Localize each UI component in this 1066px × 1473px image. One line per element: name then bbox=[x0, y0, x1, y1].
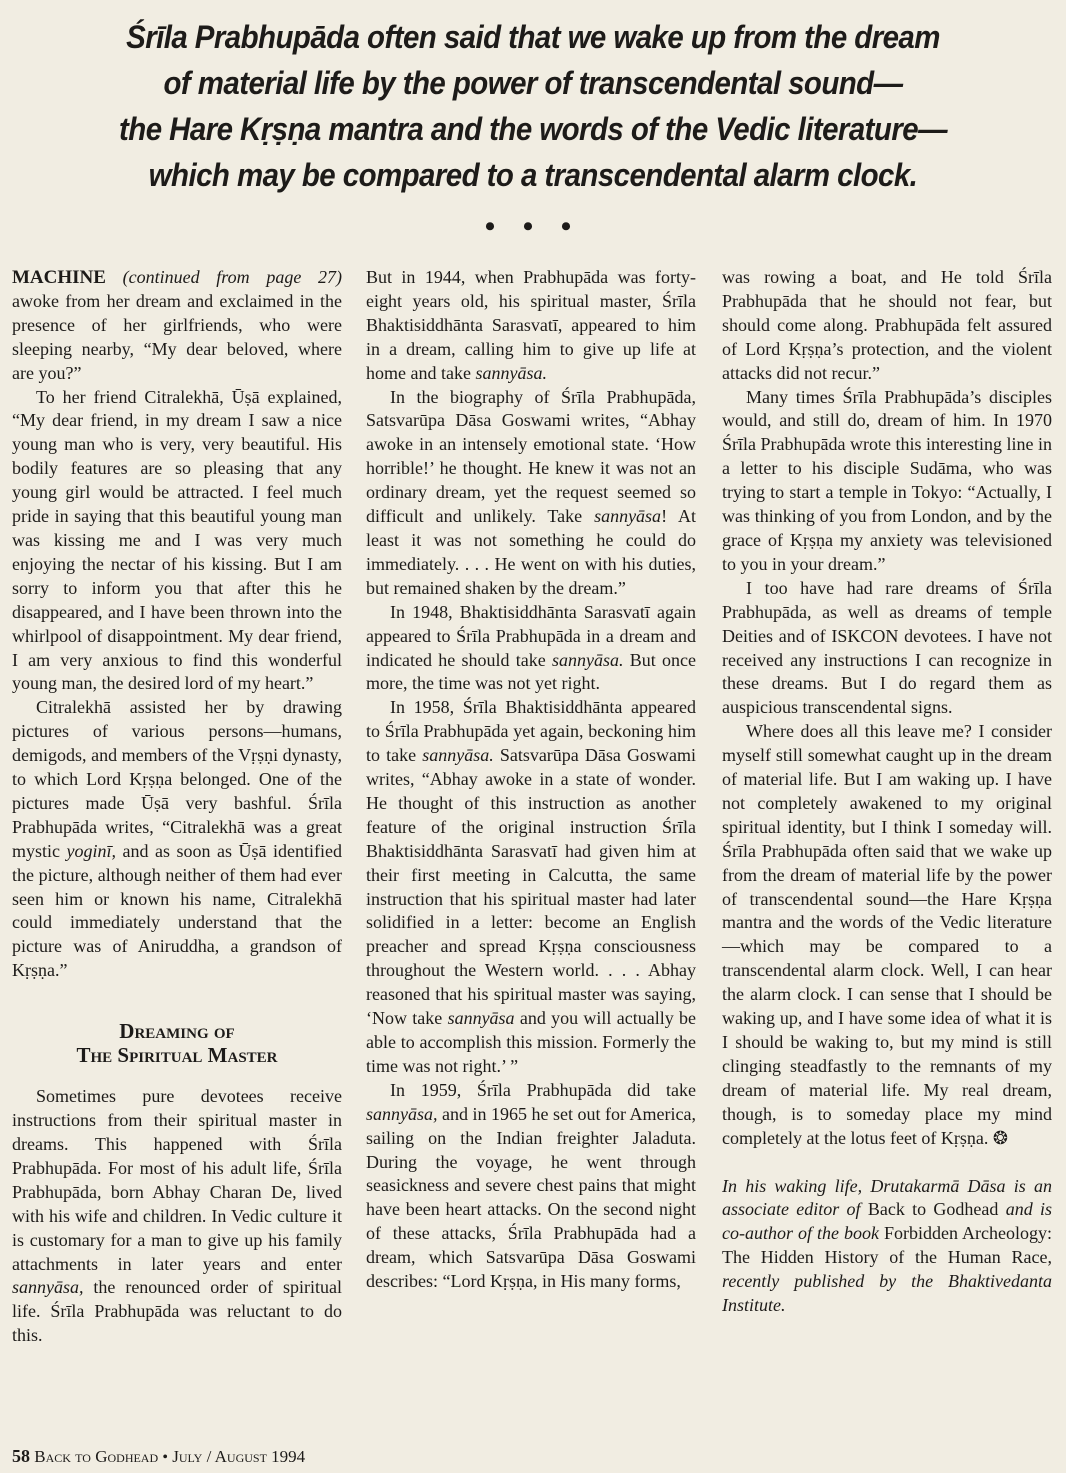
pull-quote-line: Śrīla Prabhupāda often said that we wake up from the dream bbox=[126, 19, 940, 55]
pull-quote-line: the Hare Kṛṣṇa mantra and the words of the Vedic literature— bbox=[119, 111, 947, 147]
paragraph: Where does all this leave me? I consider myself still somewhat caught up in the dream of material life. But I am waking up. I have not completely awakened to my original spiritual identity, but I think I someday will. Śrīla Prabhupāda often said that we wake up from the dream of material life by the power of transcendental sound—the Hare Kṛṣṇa mantra and the words of the Vedic literature—which may be compared to a transcendental alarm clock. Well, I can hear the alarm clock. I can sense that I should be waking up, and I have some idea of what it is I should be waking to, but my mind is still clinging steadfastly to the remnants of my dream of material life. My real dream, though, is to someday place my mind completely at the lotus feet of Kṛṣṇa. ❂ bbox=[722, 721, 1052, 1148]
paragraph: Many times Śrīla Prabhupāda’s disciples would, and still do, dream of him. In 1970 Śrīla Prabhupāda wrote this interesting line in a letter to his disciple Sudāma, who was trying to start a temple in Tokyo: “Actually, I was thinking of you from London, and by the grace of Kṛṣṇa my anxiety was televisioned to you in your dream.” bbox=[722, 386, 1052, 574]
page-footer bbox=[12, 1446, 305, 1467]
paragraph: Citralekhā assisted her by drawing pictures of various persons—humans, demigods, and members of the Vṛṣṇi dynasty, to which Lord Kṛṣṇa belonged. One of the pictures made Ūṣā very bashful. Śrīla Prabhupāda writes, “Citralekhā was a great mystic yoginī, and as soon as Ūṣā identified the picture, although neither of them had ever seen him or known his name, Citralekhā could immediately understand that the picture was of Aniruddha, a grandson of Kṛṣṇa.” bbox=[12, 697, 343, 981]
paragraph: In 1959, Śrīla Prabhupāda did take sannyāsa, and in 1965 he set out for America, sailing on the Indian freighter Jaladuta. During the voyage, he went through seasickness and severe chest pains that might have been heart attacks. On the second night of these attacks, Śrīla Prabhupāda had a dream, which Satsvarūpa Dāsa Goswami describes: “Lord Kṛṣṇa, in His many forms, bbox=[366, 1079, 696, 1292]
pull-quote-line: of material life by the power of transcendental sound— bbox=[163, 65, 903, 101]
page-number: 58 bbox=[12, 1446, 30, 1466]
continued-keyword: MACHINE bbox=[12, 267, 106, 288]
article-column-3 bbox=[722, 266, 1052, 1318]
end-mark-icon: ❂ bbox=[992, 1127, 1009, 1148]
section-heading: Dreaming of The Spiritual Master bbox=[76, 1019, 278, 1068]
pull-quote bbox=[98, 14, 968, 198]
footer-bullet: • bbox=[162, 1449, 169, 1466]
paragraph: was rowing a boat, and He told Śrīla Prabhupāda that he should not fear, but should come along. Prabhupāda felt assured of Lord Kṛṣṇa’s protection, and the violent attacks did not recur.” bbox=[722, 267, 1052, 383]
issue-date: July / August 1994 bbox=[172, 1447, 306, 1466]
paragraph: But in 1944, when Prabhupāda was forty-eight years old, his spiritual master, Śrīla Bhaktisiddhānta Sarasvatī, appeared to him in a dream, calling him to give up life at home and take sannyāsa. bbox=[366, 267, 696, 383]
section-separator: • • • bbox=[484, 210, 582, 243]
paragraph: In 1948, Bhaktisiddhānta Sarasvatī again appeared to Śrīla Prabhupāda in a dream and indicated he should take sannyāsa. But once more, the time was not yet right. bbox=[366, 601, 696, 694]
paragraph: In the biography of Śrīla Prabhupāda, Satsvarūpa Dāsa Goswami writes, “Abhay awoke in an intensely emotional state. ‘How horrible!’ he thought. He knew it was not an ordinary dream, yet the request seemed so difficult and unlikely. Take sannyāsa! At least it was not something he could do immediately. . . . He went on with his duties, but remained shaken by the dream.” bbox=[366, 386, 696, 598]
continued-note: (continued from page 27) bbox=[122, 267, 342, 287]
publication-name: Back to Godhead bbox=[34, 1447, 159, 1466]
article-column-1 bbox=[12, 266, 342, 1348]
paragraph: To her friend Citralekhā, Ūṣā explained, “My dear friend, in my dream I saw a nice young man who is very, very beautiful. His bodily features are so pleasing that any young girl would be attracted. I feel much pride in saying that this beautiful young man was kissing me and I was very much enjoying the nectar of his kissing. But I am sorry to inform you that after this he disappeared, and I have been thrown into the whirlpool of disappointment. My dear friend, I am very anxious to find this wonderful young man, the desired lord of my heart.” bbox=[12, 386, 342, 694]
paragraph: MACHINE (continued from page 27) awoke from her dream and exclaimed in the presence of her girlfriends, who were sleeping nearby, “My dear beloved, where are you?” bbox=[12, 267, 342, 383]
paragraph: In 1958, Śrīla Bhaktisiddhānta appeared to Śrīla Prabhupāda yet again, beckoning him to take sannyāsa. Satsvarūpa Dāsa Goswami writes, “Abhay awoke in a state of wonder. He thought of this instruction as another feature of the original instruction Śrīla Bhaktisiddhānta Sarasvatī had given him at their first meeting in Calcutta, the same instruction that his spiritual master had later solidified in a letter: become an English preacher and spread Kṛṣṇa consciousness throughout the Western world. . . . Abhay reasoned that his spiritual master was saying, ‘Now take sannyāsa and you will actually be able to accomplish this mission. Formerly the time was not right.’ ” bbox=[366, 697, 696, 1076]
paragraph: I too have had rare dreams of Śrīla Prabhupāda, as well as dreams of temple Deities and of ISKCON devotees. I have not received any instructions I can recognize in these dreams. But I do regard them as auspicious transcendental signs. bbox=[722, 577, 1052, 718]
author-bio: In his waking life, Drutakarmā Dāsa is an associate editor of Back to Godhead and is co-author of the book Forbidden Archeology: The Hidden History of the Human Race, recently published by the Bhaktivedanta Institute. bbox=[722, 1175, 1052, 1316]
article-column-2 bbox=[366, 266, 696, 1294]
pull-quote-line: which may be compared to a transcendental alarm clock. bbox=[148, 157, 918, 193]
paragraph: Sometimes pure devotees receive instructions from their spiritual master in dreams. This happened with Śrīla Prabhupāda. For most of his adult life, Śrīla Prabhupāda, born Abhay Charan De, lived with his wife and children. In Vedic culture it is customary for a man to give up his family attachments in later years and enter sannyāsa, the renounced order of spiritual life. Śrīla Prabhupāda was reluctant to do this. bbox=[12, 1086, 342, 1346]
